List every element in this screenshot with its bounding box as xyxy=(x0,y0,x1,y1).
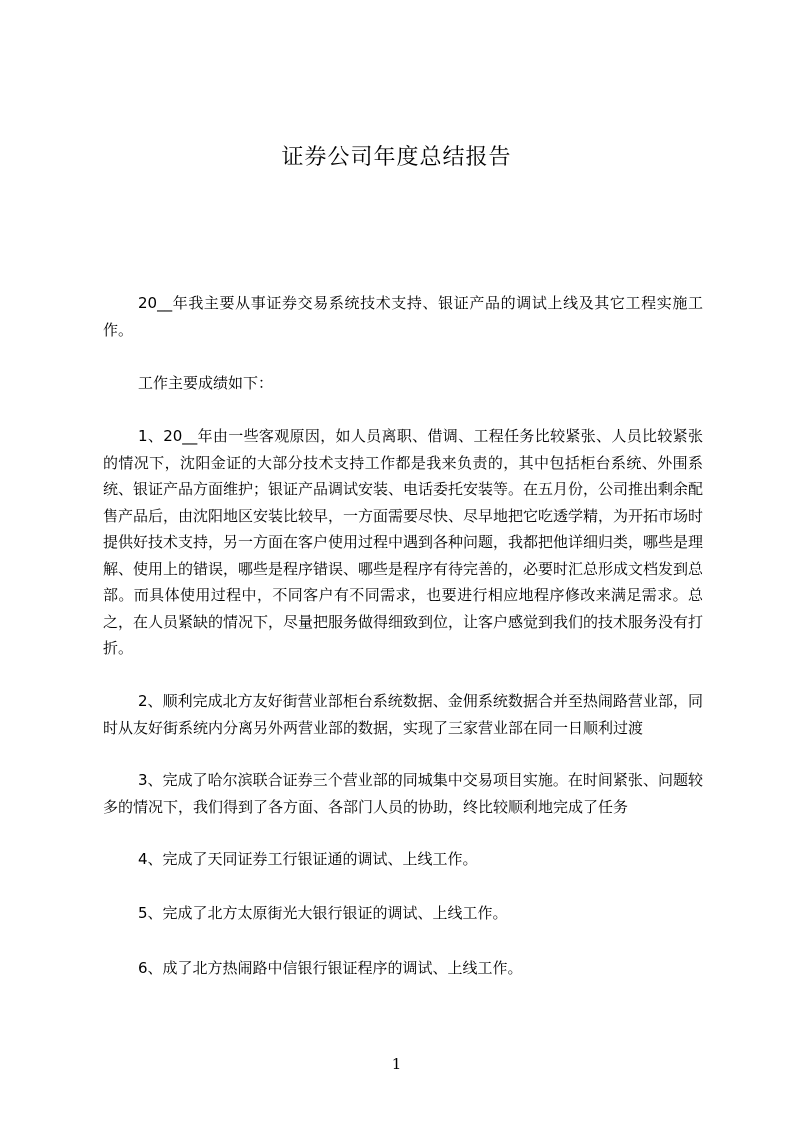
page-number: 1 xyxy=(391,1055,402,1073)
paragraph-item-6: 6、成了北方热闹路中信银行银证程序的调试、上线工作。 xyxy=(138,959,523,977)
paragraph-achievements-heading: 工作主要成绩如下： xyxy=(138,374,274,392)
paragraph-intro: 20__年我主要从事证券交易系统技术支持、银证产品的调试上线及其它工程实施工作。 xyxy=(103,294,703,339)
paragraph-item-3: 3、完成了哈尔滨联合证券三个营业部的同城集中交易项目实施。在时间紧张、问题较多的情况下，我们得到了各方面、各部门人员的协助，终比较顺利地完成了任务 xyxy=(103,771,703,816)
paragraph-item-2: 2、顺利完成北方友好街营业部柜台系统数据、金佣系统数据合并至热闹路营业部，同时从友好街系统内分离另外两营业部的数据，实现了三家营业部在同一日顺利过渡 xyxy=(103,692,703,737)
paragraph-item-4: 4、完成了天同证券工行银证通的调试、上线工作。 xyxy=(138,850,478,868)
paragraph-item-1: 1、20__年由一些客观原因，如人员离职、借调、工程任务比较紧张、人员比较紧张的情况下，沈阳金证的大部分技术支持工作都是我来负责的，其中包括柜台系统、外围系统、银证产品方面维护；银证产品调试安装、电话委托安装等。在五月份，公司推出剩余配售产品后，由沈阳地区安装比较早，一方面需要尽快、尽早地把它吃透学精，为开拓市场时提供好技术支持，另一方面在客户使用过程中遇到各种问题，我都把他详细归类，哪些是理解、使用上的错误，哪些是程序错误、哪些是程序有待完善的，必要时汇总形成文档发到总部。而具体使用过程中，不同客户有不同需求，也要进行相应地程序修改来满足需求。总之，在人员紧缺的情况下，尽量把服务做得细致到位，让客户感觉到我们的技术服务没有打折。 xyxy=(103,427,704,657)
document-title: 证券公司年度总结报告 xyxy=(281,145,512,170)
paragraph-item-5: 5、完成了北方太原街光大银行银证的调试、上线工作。 xyxy=(138,904,508,922)
